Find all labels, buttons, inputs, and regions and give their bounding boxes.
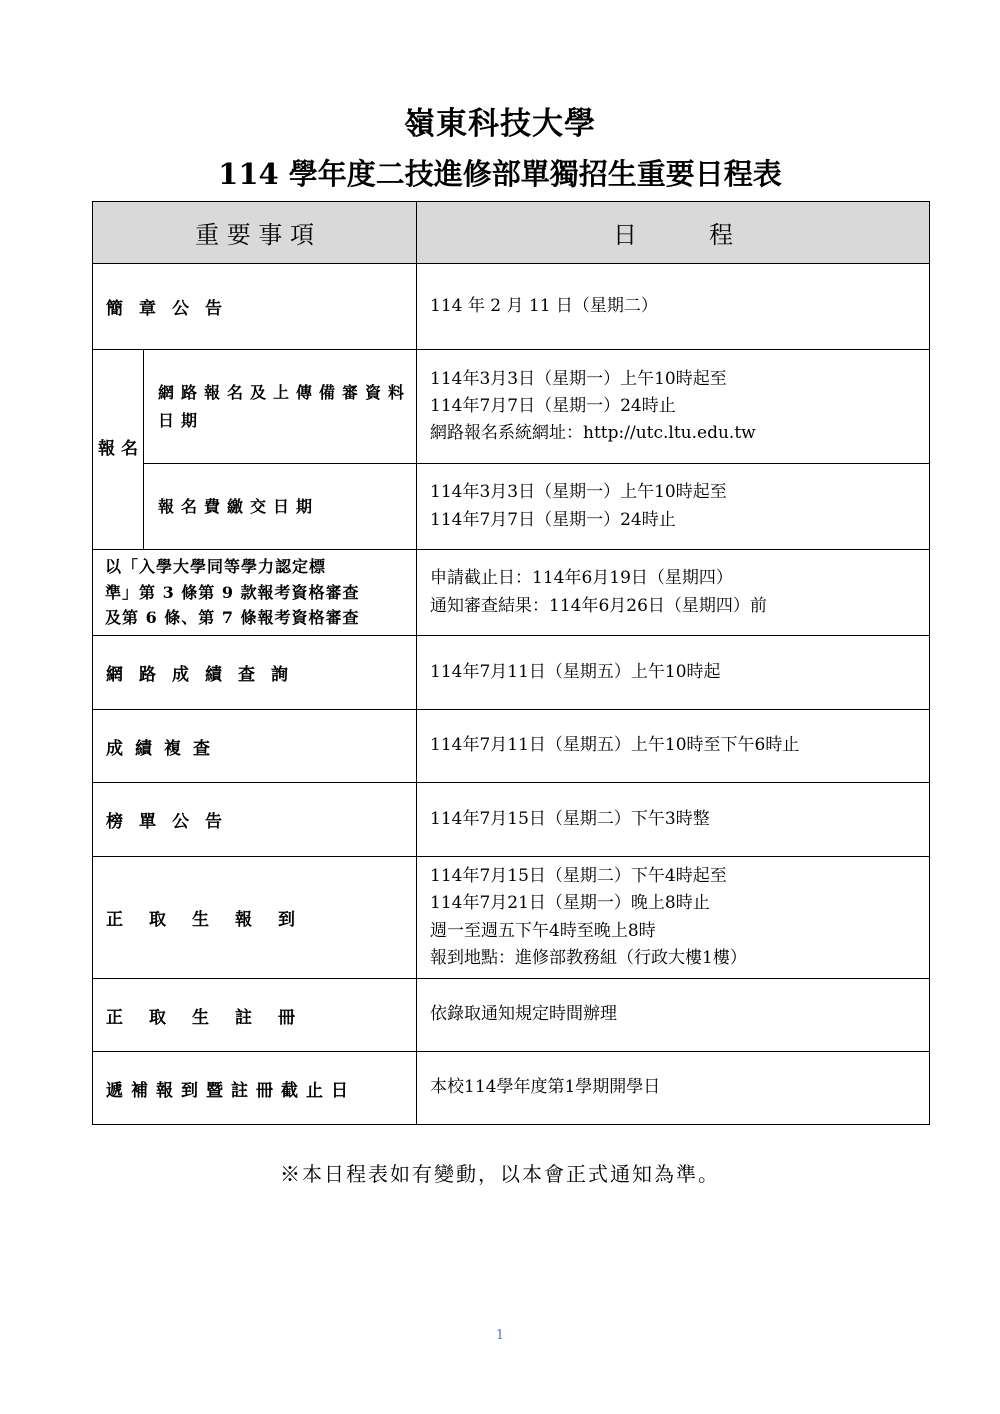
row-schedule-waitlist-deadline: 本校114學年度第1學期開學日 [417, 1052, 930, 1125]
table-row [93, 710, 930, 783]
schedule-line: 114年7月21日（星期一）晚上8時止 [430, 893, 710, 914]
page-number: 1 [495, 1328, 505, 1343]
row-item-score-review: 成績複查 [93, 710, 417, 783]
register-group-label: 報 名 [93, 350, 144, 550]
schedule-line: 114年7月7日（星期一）24時止 [430, 395, 676, 416]
row-schedule-score-review: 114年7月11日（星期五）上午10時至下午6時止 [417, 710, 930, 783]
schedule-table [92, 201, 930, 1125]
header-schedule: 日 程 [417, 202, 930, 264]
qualification-line: 以「入學大學同等學力認定標 [105, 557, 327, 577]
schedule-line: 報到地點：進修部教務組（行政大樓1樓） [430, 947, 747, 968]
table-row [93, 550, 930, 636]
table-row [93, 857, 930, 979]
row-item-score-query: 網路成績查詢 [93, 636, 417, 710]
footnote: ※本日程表如有變動，以本會正式通知為準。 [280, 1162, 720, 1186]
qualification-line: 準」第 3 條第 9 款報考資格審查 [105, 582, 360, 602]
table-row [93, 264, 930, 350]
table-row [93, 350, 930, 464]
schedule-line: 週一至週五下午4時至晚上8時 [430, 920, 656, 941]
row-schedule-list-announce: 114年7月15日（星期二）下午3時整 [417, 783, 930, 857]
table-row [93, 636, 930, 710]
row-schedule-announce: 114 年 2 月 11 日（星期二） [417, 264, 930, 350]
document-subtitle: 114 學年度二技進修部單獨招生重要日程表 [218, 157, 782, 191]
row-schedule-admit-register: 依錄取通知規定時間辦理 [417, 979, 930, 1052]
row-schedule-qualification [417, 550, 930, 636]
schedule-line: 申請截止日：114年6月19日（星期四） [430, 568, 733, 589]
row-schedule-admit-report [417, 857, 930, 979]
schedule-line: 114年7月15日（星期二）下午4時起至 [430, 866, 727, 887]
table-row [93, 464, 930, 550]
row-schedule-register-upload [417, 350, 930, 464]
schedule-line: 114年7月7日（星期一）24時止 [430, 509, 676, 530]
row-item-register-upload: 網路報名及上傳備審資料日期 [144, 350, 417, 464]
school-title: 嶺東科技大學 [404, 106, 596, 142]
row-item-admit-report: 正取生報到 [93, 857, 417, 979]
table-header-row [93, 202, 930, 264]
table-row [93, 1052, 930, 1125]
row-item-qualification [93, 550, 417, 636]
qualification-line: 及第 6 條、第 7 條報考資格審查 [105, 608, 360, 628]
row-item-register-fee: 報名費繳交日期 [144, 464, 417, 550]
row-item-list-announce: 榜單公告 [93, 783, 417, 857]
registration-url-line: 網路報名系統網址：http://utc.ltu.edu.tw [430, 423, 756, 444]
schedule-line: 114年3月3日（星期一）上午10時起至 [430, 368, 727, 389]
table-row [93, 783, 930, 857]
table-row [93, 979, 930, 1052]
row-schedule-score-query: 114年7月11日（星期五）上午10時起 [417, 636, 930, 710]
schedule-line: 114年3月3日（星期一）上午10時起至 [430, 482, 727, 503]
schedule-line: 通知審查結果：114年6月26日（星期四）前 [430, 595, 767, 616]
row-item-admit-register: 正取生註冊 [93, 979, 417, 1052]
row-item-announce: 簡章公告 [93, 264, 417, 350]
header-item: 重 要 事 項 [93, 202, 417, 264]
row-schedule-register-fee [417, 464, 930, 550]
row-item-waitlist-deadline: 遞補報到暨註冊截止日 [93, 1052, 417, 1125]
